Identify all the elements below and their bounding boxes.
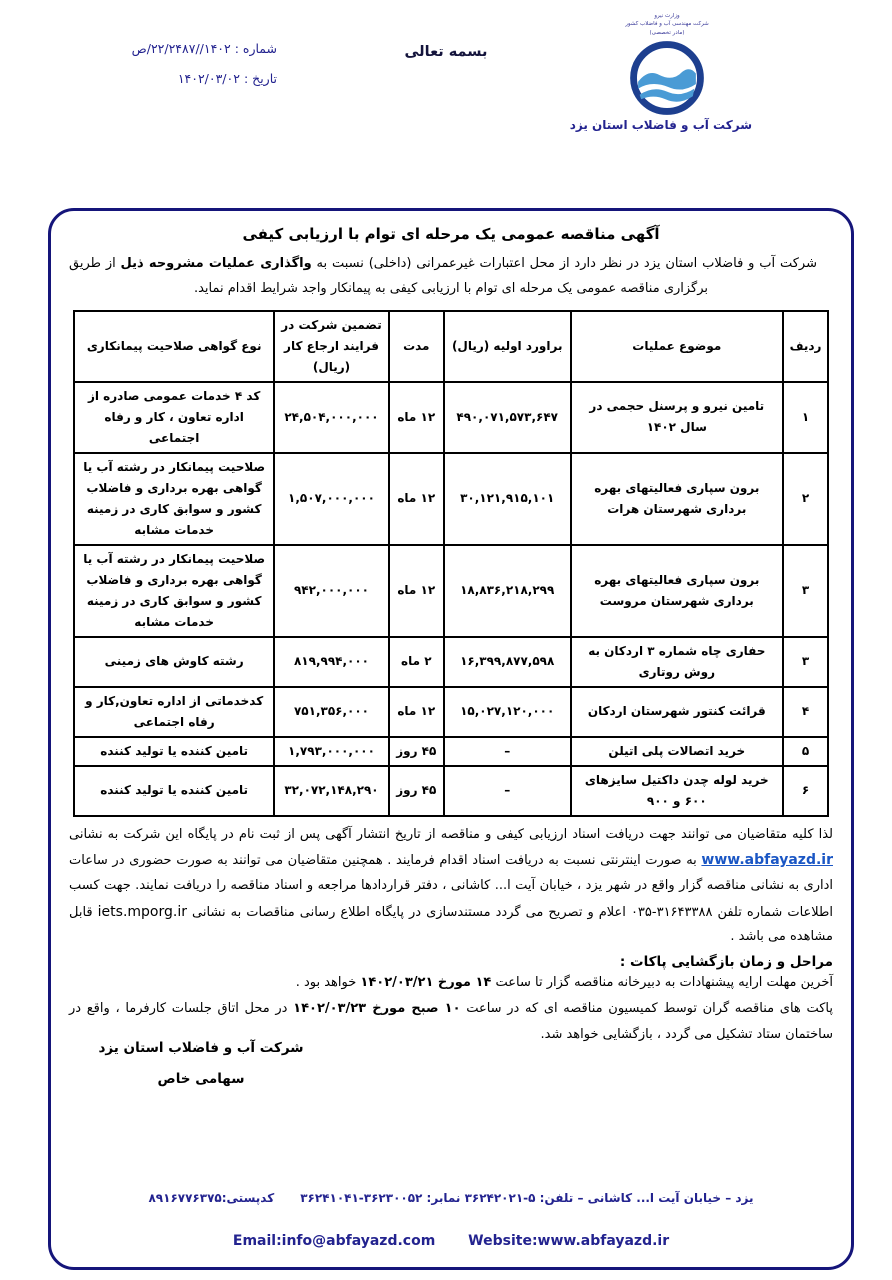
intro-text-1: شرکت آب و فاضلاب استان یزد در نظر دارد از محل اعتبارات غیرعمرانی (داخلی) نسبت به: [311, 256, 817, 271]
cell-subject: قرائت کنتور شهرستان اردکان: [571, 687, 784, 737]
letter-number-value: ۱۴۰۲//۲۲/۲۴۸۷/ص: [131, 41, 231, 56]
cell-guarantee: ۹۴۲,۰۰۰,۰۰۰: [274, 545, 388, 637]
cell-row-number: ۱: [783, 382, 828, 453]
intro-bold-text: واگذاری عملیات مشروحه ذیل: [120, 256, 312, 271]
letter-date-label: تاریخ :: [243, 71, 277, 86]
footer-website: Website:www.abfayazd.ir: [468, 1233, 670, 1249]
opening-text-2: در محل اتاق جلسات کارفرما ، واقع در ساختمان ستاد تشکیل می گردد ، بازگشایی خواهد شد.: [69, 1001, 833, 1043]
cell-duration: ۱۲ ماه: [389, 382, 444, 453]
letter-number: [62, 34, 277, 64]
cell-duration: ۱۲ ماه: [389, 453, 444, 545]
header-row-number: ردیف: [783, 311, 828, 382]
letter-number-label: شماره :: [234, 41, 277, 56]
tender-table-row: [74, 737, 828, 766]
tender-table-header: [74, 311, 828, 382]
cell-row-number: ۵: [783, 737, 828, 766]
tender-table: [73, 310, 829, 817]
cell-duration: ۲ ماه: [389, 637, 444, 687]
paragraph-text-1: لذا کلیه متقاضیان می توانند جهت دریافت اسناد ارزیابی کیفی و مناقصه از تاریخ انتشار آگهی پس از ثبت نام در پایگاه این شرکت به نشانی: [69, 826, 833, 842]
header-certificate: نوع گواهی صلاحیت پیمانکاری: [74, 311, 274, 382]
cell-guarantee: ۱,۷۹۳,۰۰۰,۰۰۰: [274, 737, 388, 766]
cell-subject: برون سپاری فعالیتهای بهره برداری شهرستان مروست: [571, 545, 784, 637]
header-guarantee: تضمین شرکت در فرایند ارجاع کار (ریال): [274, 311, 388, 382]
stages-heading: مراحل و زمان بازگشایی پاکات :: [619, 954, 833, 971]
tender-table-row: [74, 453, 828, 545]
letter-date-value: ۱۴۰۲/۰۳/۰۲: [177, 71, 240, 86]
cell-estimate: ۳۰,۱۲۱,۹۱۵,۱۰۱: [444, 453, 571, 545]
paragraph-text-3: قابل مشاهده می باشد .: [69, 904, 833, 945]
documents-paragraph: [69, 823, 833, 950]
tender-table-row: [74, 545, 828, 637]
notice-title: آگهی مناقصه عمومی یک مرحله ای توام با ارزیابی کیفی: [242, 225, 660, 243]
iets-site-text: iets.mporg.ir: [97, 903, 187, 920]
opening-datetime: ۱۰ صبح مورخ ۱۴۰۲/۰۳/۲۳: [293, 1001, 461, 1017]
cell-certificate: صلاحیت پیمانکار در رشته آب یا گواهی بهره برداری و فاضلاب کشور و سوابق کاری در زمینه خدمات مشابه: [74, 453, 274, 545]
footer-contact-line: [51, 1191, 851, 1205]
cell-estimate: ۱۶,۳۹۹,۸۷۷,۵۹۸: [444, 637, 571, 687]
cell-guarantee: ۳۲,۰۷۲,۱۴۸,۲۹۰: [274, 766, 388, 816]
cell-guarantee: ۸۱۹,۹۹۴,۰۰۰: [274, 637, 388, 687]
deadline-datetime: ۱۴ مورخ ۱۴۰۲/۰۳/۲۱: [360, 975, 492, 991]
cell-subject: تامین نیرو و پرسنل حجمی در سال ۱۴۰۲: [571, 382, 784, 453]
cell-certificate: رشته کاوش های زمینی: [74, 637, 274, 687]
letterhead: [0, 0, 892, 205]
cell-certificate: تامین کننده یا تولید کننده: [74, 766, 274, 816]
notice-intro: [69, 251, 833, 302]
footer-links-line: [51, 1233, 851, 1249]
cell-estimate: –: [444, 737, 571, 766]
reference-block: [62, 34, 277, 94]
cell-subject: خرید لوله چدن داکتیل سایزهای ۶۰۰ و ۹۰۰: [571, 766, 784, 816]
logo-company-line: شرکت مهندسی آب و فاضلاب کشور: [625, 21, 709, 28]
cell-estimate: ۴۹۰,۰۷۱,۵۷۳,۶۴۷: [444, 382, 571, 453]
water-company-logo-icon: [629, 40, 705, 116]
cell-estimate: ۱۵,۰۲۷,۱۲۰,۰۰۰: [444, 687, 571, 737]
cell-row-number: ۳: [783, 637, 828, 687]
abfayazd-link[interactable]: www.abfayazd.ir: [701, 852, 833, 869]
cell-estimate: –: [444, 766, 571, 816]
cell-duration: ۴۵ روز: [389, 766, 444, 816]
cell-guarantee: ۲۴,۵۰۴,۰۰۰,۰۰۰: [274, 382, 388, 453]
cell-subject: برون سپاری فعالیتهای بهره برداری شهرستان هرات: [571, 453, 784, 545]
header-estimate: براورد اولیه (ریال): [444, 311, 571, 382]
cell-row-number: ۲: [783, 453, 828, 545]
tender-table-row: [74, 637, 828, 687]
cell-duration: ۱۲ ماه: [389, 687, 444, 737]
cell-certificate: تامین کننده یا تولید کننده: [74, 737, 274, 766]
besmele-text: بسمه تعالی: [404, 44, 488, 60]
logo-ministry-line: وزارت نیرو: [654, 13, 680, 19]
deadline-line: [69, 970, 833, 996]
letter-date: [62, 64, 277, 94]
cell-certificate: کدخدماتی از اداره تعاون,کار و رفاه اجتماعی: [74, 687, 274, 737]
cell-row-number: ۳: [783, 545, 828, 637]
tender-table-row: [74, 687, 828, 737]
header-subject: موضوع عملیات: [571, 311, 784, 382]
opening-text-1: پاکت های مناقصه گران توسط کمیسیون مناقصه ای که در ساعت: [460, 1001, 833, 1017]
cell-duration: ۴۵ روز: [389, 737, 444, 766]
footer-address: یزد – خیابان آیت ا... کاشانی – تلفن: ۵-۳۶۲۴۲۰۲۱ نمابر: ۳۶۲۳۰۰۵۲-۳۶۲۴۱۰۴۱: [300, 1191, 754, 1205]
intro-text-2: از طریق برگزاری مناقصه عمومی یک مرحله ای توام با ارزیابی کیفی به پیمانکار واجد شرایط اقدام نماید.: [69, 256, 709, 297]
paragraph-text-2: به صورت اینترنتی نسبت به دریافت اسناد اقدام فرمایند . همچنین متقاضیان می توانند به صورت حضوری در ساعات اداری به نشانی مناقصه گزار واقع در شهر یزد ، خیابان آیت ا... کاشانی ، دفتر قراردادها مراجعه و اسناد مناقصه را دریافت نمایند. جهت کسب اطلاعات شماره تلفن ۳۱۶۴۳۳۸۸-۰۳۵ اعلام و تصریح می گردد مستندسازی در پایگاه اطلاع رسانی مناقصات به نشانی: [69, 853, 834, 920]
cell-subject: خرید اتصالات پلی اتیلن: [571, 737, 784, 766]
cell-certificate: صلاحیت پیمانکار در رشته آب یا گواهی بهره برداری و فاضلاب کشور و سوابق کاری در زمینه خدمات مشابه: [74, 545, 274, 637]
footer-postal-code: کدپستی:۸۹۱۶۷۷۶۳۷۵: [148, 1191, 275, 1205]
signature-company: شرکت آب و فاضلاب استان یزد: [98, 1040, 304, 1056]
cell-certificate: کد ۴ خدمات عمومی صادره از اداره تعاون ، کار و رفاه اجتماعی: [74, 382, 274, 453]
cell-row-number: ۶: [783, 766, 828, 816]
logo-caption: شرکت آب و فاضلاب استان یزد: [569, 117, 752, 132]
footer-email: Email:info@abfayazd.com: [232, 1233, 436, 1249]
cell-subject: حفاری چاه شماره ۳ اردکان به روش روتاری: [571, 637, 784, 687]
cell-estimate: ۱۸,۸۳۶,۲۱۸,۲۹۹: [444, 545, 571, 637]
tender-table-body: [74, 382, 828, 816]
company-logo-block: [569, 12, 752, 132]
cell-guarantee: ۷۵۱,۳۵۶,۰۰۰: [274, 687, 388, 737]
signature-block: [81, 1033, 321, 1095]
cell-duration: ۱۲ ماه: [389, 545, 444, 637]
logo-holding-line: (مادر تخصصی): [649, 29, 685, 36]
deadline-text-2: خواهد بود .: [295, 975, 361, 991]
notice-frame: [48, 208, 854, 1270]
tender-table-row: [74, 766, 828, 816]
tender-table-row: [74, 382, 828, 453]
cell-row-number: ۴: [783, 687, 828, 737]
signature-type: سهامی خاص: [157, 1071, 245, 1088]
deadline-text-1: آخرین مهلت ارایه پیشنهادات به دبیرخانه مناقصه گزار تا ساعت: [491, 975, 833, 991]
header-duration: مدت: [389, 311, 444, 382]
cell-guarantee: ۱,۵۰۷,۰۰۰,۰۰۰: [274, 453, 388, 545]
